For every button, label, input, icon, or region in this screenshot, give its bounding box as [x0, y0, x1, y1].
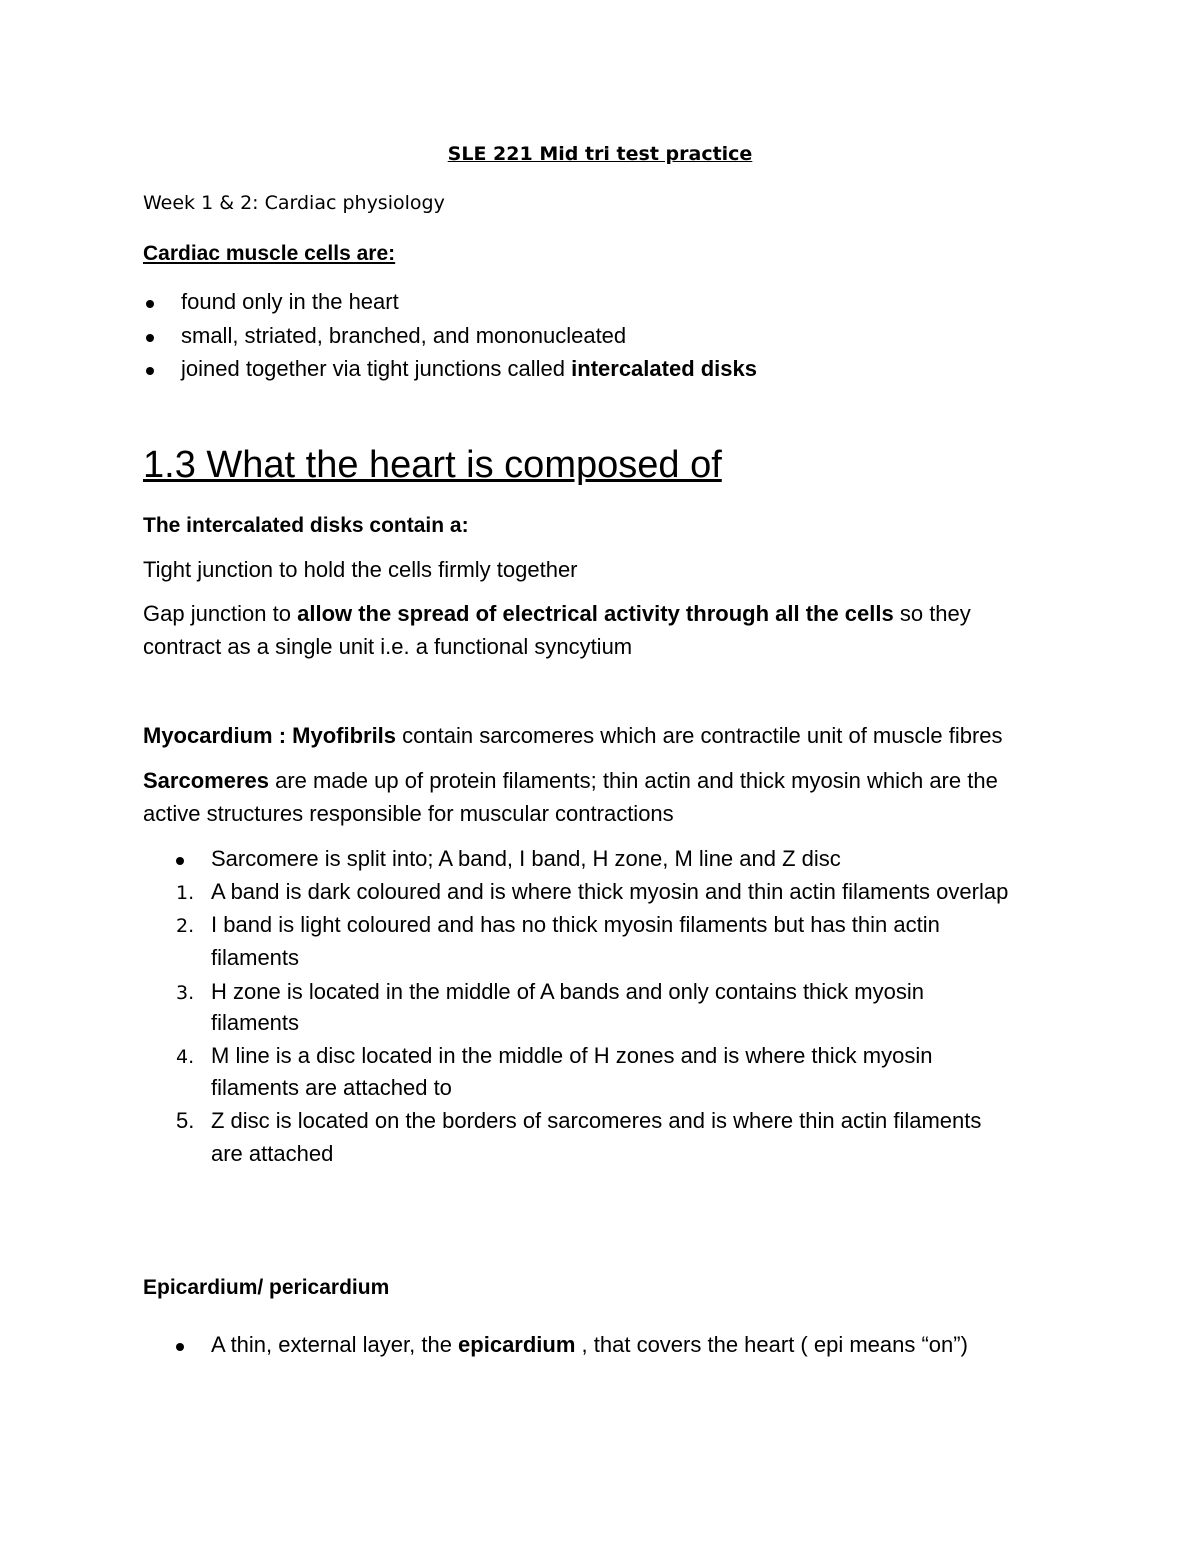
list-item: I band is light coloured and has no thick myosin filaments but has thin actin — [211, 912, 940, 937]
epicardium-heading: Epicardium/ pericardium — [143, 1276, 390, 1299]
cardiac-heading: Cardiac muscle cells are: — [143, 242, 396, 265]
list-item-continuation: filaments are attached to — [211, 1075, 452, 1100]
list-number: 2. — [176, 915, 195, 937]
bullet-icon — [176, 857, 184, 865]
list-item: H zone is located in the middle of A bands and only contains thick myosin — [211, 979, 924, 1004]
list-item-continuation: filaments — [211, 1010, 300, 1035]
sarcomeres-text: Sarcomeres are made up of protein filaments; thin actin and thick myosin which are the — [143, 768, 998, 793]
cardiac-bullet-2: small, striated, branched, and mononucleated — [181, 323, 627, 348]
list-number: 1. — [176, 882, 195, 904]
cardiac-bullet-3: joined together via tight junctions called intercalated disks — [181, 356, 758, 381]
gap-junction-text-line2: contract as a single unit i.e. a functional syncytium — [143, 634, 633, 659]
list-item-continuation: are attached — [211, 1141, 334, 1166]
document-title: SLE 221 Mid tri test practice — [447, 143, 753, 165]
section-heading: 1.3 What the heart is composed of — [143, 444, 722, 486]
list-item: M line is a disc located in the middle of H zones and is where thick myosin — [211, 1043, 933, 1068]
bullet-icon — [146, 367, 154, 375]
list-number: 3. — [176, 982, 195, 1004]
list-number: 4. — [176, 1046, 195, 1068]
epicardium-bullet: A thin, external layer, the epicardium , that covers the heart ( epi means “on”) — [211, 1332, 968, 1357]
bullet-icon — [146, 300, 154, 308]
sarcomere-bullet: Sarcomere is split into; A band, I band, H zone, M line and Z disc — [211, 846, 841, 871]
tight-junction-text: Tight junction to hold the cells firmly together — [143, 557, 578, 582]
gap-junction-text: Gap junction to allow the spread of electrical activity through all the cells so they — [143, 601, 971, 626]
intercalated-heading: The intercalated disks contain a: — [143, 514, 469, 537]
list-number: 5. — [176, 1108, 195, 1133]
list-item-continuation: filaments — [211, 945, 300, 970]
bullet-icon — [176, 1343, 184, 1351]
bullet-icon — [146, 334, 154, 342]
sarcomeres-text-line2: active structures responsible for muscular contractions — [143, 801, 674, 826]
myocardium-text: Myocardium : Myofibrils contain sarcomeres which are contractile unit of muscle fibres — [143, 723, 1003, 748]
list-item: A band is dark coloured and is where thick myosin and thin actin filaments overlap — [211, 879, 1009, 904]
list-item: Z disc is located on the borders of sarcomeres and is where thin actin filaments — [211, 1108, 982, 1133]
cardiac-bullet-1: found only in the heart — [181, 289, 399, 314]
week-heading: Week 1 & 2: Cardiac physiology — [143, 192, 445, 214]
